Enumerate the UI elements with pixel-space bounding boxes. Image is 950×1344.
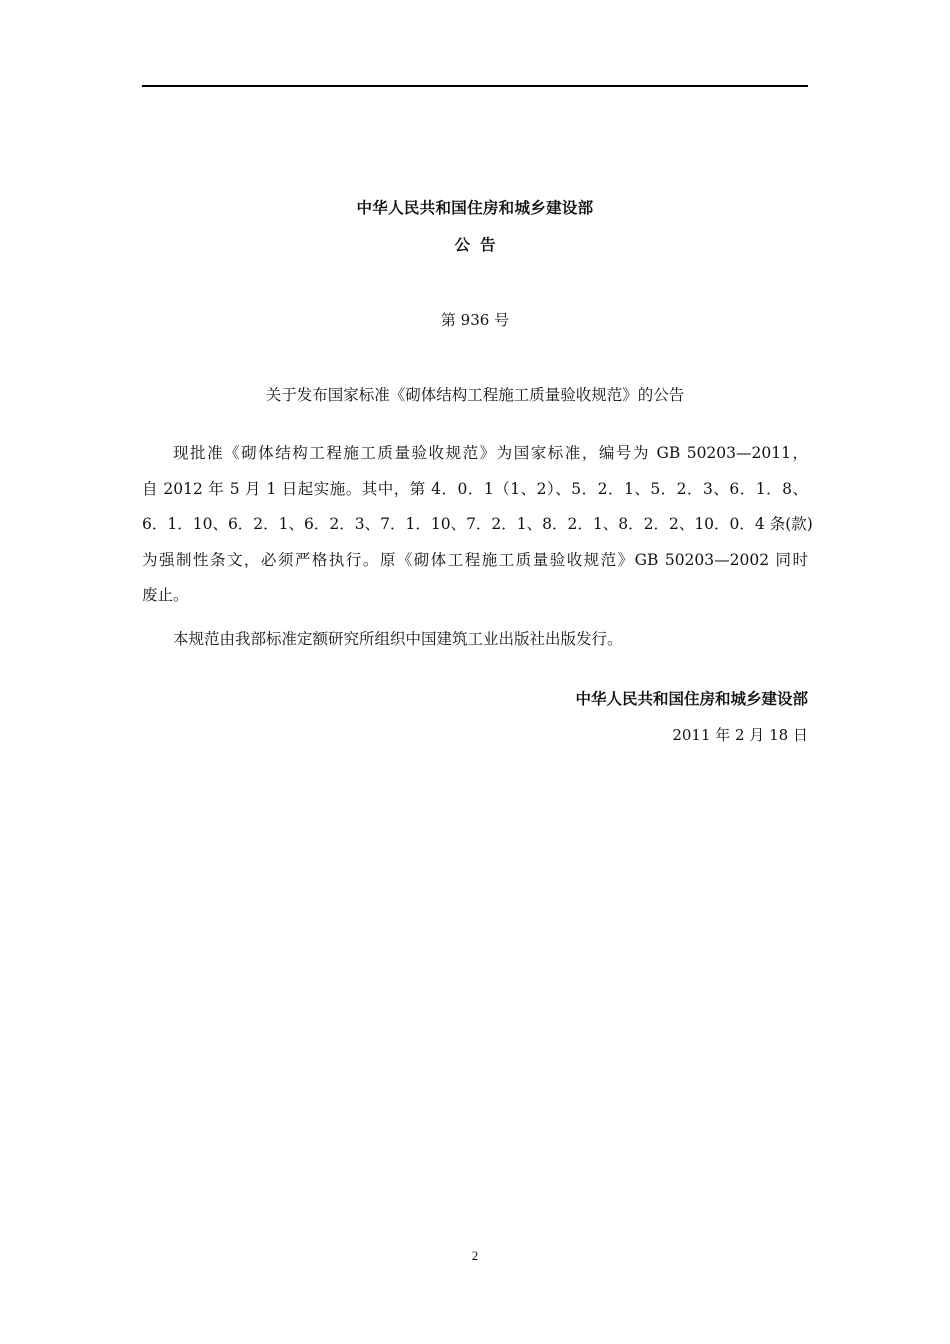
announcement-subject: 关于发布国家标准《砌体结构工程施工质量验收规范》的公告 <box>265 386 685 404</box>
signature-organization: 中华人民共和国住房和城乡建设部 <box>575 690 808 708</box>
signature-date: 2011 年 2 月 18 日 <box>672 726 808 744</box>
paragraph-line: 本规范由我部标准定额研究所组织中国建筑工业出版社出版发行。 <box>173 630 623 648</box>
paragraph-line: 现批准《砌体结构工程施工质量验收规范》为国家标准，编号为 GB 50203—2011， <box>173 444 808 462</box>
paragraph-line: 废止。 <box>142 586 189 604</box>
paragraph-line: 自 2012 年 5 月 1 日起实施。其中，第 4．0．1（1、2）、5．2．1、5．2．3、6．1．8、 <box>142 479 808 498</box>
paragraph-approval <box>142 436 813 614</box>
paragraph-line: 6．1．10、6．2．1、6．2．3、7．1．10、7．2．1、8．2．1、8．2．2、10．0．4 条(款) <box>142 515 813 533</box>
paragraph-publication <box>142 622 808 658</box>
paragraph-line: 为强制性条文，必须严格执行。原《砌体工程施工质量验收规范》GB 50203—2002 同时 <box>142 550 808 569</box>
issuer-title: 中华人民共和国住房和城乡建设部 <box>356 199 594 217</box>
header-rule <box>142 85 808 87</box>
document-type: 公告 <box>454 236 506 254</box>
announcement-number: 第 936 号 <box>440 311 510 329</box>
page-number: 2 <box>471 1248 479 1263</box>
